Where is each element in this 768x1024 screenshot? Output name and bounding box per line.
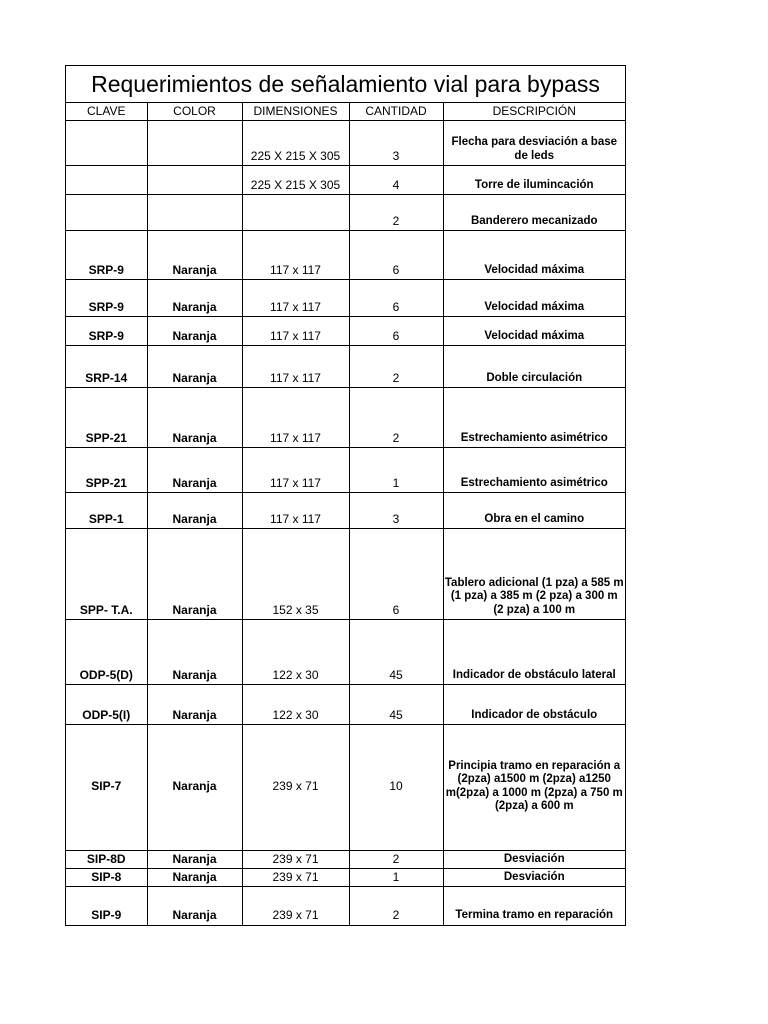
cell-clave bbox=[66, 166, 147, 195]
table-row bbox=[66, 620, 625, 685]
cell-clave bbox=[66, 195, 147, 231]
cell-descripcion: Torre de ilumincación bbox=[443, 166, 625, 195]
table-row bbox=[66, 346, 625, 388]
cell-dimensiones bbox=[242, 195, 349, 231]
cell-cantidad: 2 bbox=[349, 388, 443, 448]
cell-color: Naranja bbox=[147, 887, 242, 925]
cell-descripcion: Banderero mecanizado bbox=[443, 195, 625, 231]
cell-clave: SIP-8D bbox=[66, 851, 147, 869]
cell-dimensiones: 117 x 117 bbox=[242, 231, 349, 280]
cell-color: Naranja bbox=[147, 346, 242, 388]
cell-cantidad: 45 bbox=[349, 620, 443, 685]
cell-cantidad: 1 bbox=[349, 869, 443, 887]
table-row bbox=[66, 195, 625, 231]
cell-cantidad: 3 bbox=[349, 121, 443, 166]
cell-cantidad: 6 bbox=[349, 317, 443, 346]
cell-color: Naranja bbox=[147, 529, 242, 620]
cell-descripcion: Velocidad máxima bbox=[443, 280, 625, 317]
cell-dimensiones: 117 x 117 bbox=[242, 388, 349, 448]
table-row bbox=[66, 388, 625, 448]
cell-clave: SIP-9 bbox=[66, 887, 147, 925]
cell-color bbox=[147, 166, 242, 195]
table-row bbox=[66, 448, 625, 493]
cell-dimensiones: 122 x 30 bbox=[242, 620, 349, 685]
table-row bbox=[66, 317, 625, 346]
cell-clave: SRP-9 bbox=[66, 317, 147, 346]
cell-color: Naranja bbox=[147, 493, 242, 529]
cell-descripcion: Indicador de obstáculo bbox=[443, 685, 625, 725]
cell-dimensiones: 225 X 215 X 305 bbox=[242, 166, 349, 195]
table-row bbox=[66, 529, 625, 620]
cell-descripcion: Doble circulación bbox=[443, 346, 625, 388]
table-row bbox=[66, 685, 625, 725]
cell-clave: SPP-1 bbox=[66, 493, 147, 529]
cell-cantidad: 10 bbox=[349, 725, 443, 851]
table-row bbox=[66, 166, 625, 195]
cell-cantidad: 45 bbox=[349, 685, 443, 725]
cell-cantidad: 6 bbox=[349, 231, 443, 280]
cell-color: Naranja bbox=[147, 280, 242, 317]
cell-descripcion: Estrechamiento asimétrico bbox=[443, 448, 625, 493]
cell-descripcion: Flecha para desviación a base de leds bbox=[443, 121, 625, 166]
requirements-table bbox=[66, 103, 625, 925]
table-row bbox=[66, 493, 625, 529]
cell-cantidad: 6 bbox=[349, 280, 443, 317]
table-row bbox=[66, 869, 625, 887]
cell-descripcion: Tablero adicional (1 pza) a 585 m (1 pza) a 385 m (2 pza) a 300 m (2 pza) a 100 m bbox=[443, 529, 625, 620]
cell-color: Naranja bbox=[147, 448, 242, 493]
cell-clave: SIP-8 bbox=[66, 869, 147, 887]
header-clave: CLAVE bbox=[66, 103, 147, 121]
sheet-title: Requerimientos de señalamiento vial para bypass bbox=[66, 66, 625, 103]
cell-color: Naranja bbox=[147, 231, 242, 280]
table-row bbox=[66, 121, 625, 166]
cell-color: Naranja bbox=[147, 317, 242, 346]
cell-clave: SPP- T.A. bbox=[66, 529, 147, 620]
cell-color: Naranja bbox=[147, 869, 242, 887]
cell-descripcion: Desviación bbox=[443, 851, 625, 869]
cell-descripcion: Velocidad máxima bbox=[443, 231, 625, 280]
cell-dimensiones: 239 x 71 bbox=[242, 869, 349, 887]
cell-dimensiones: 239 x 71 bbox=[242, 851, 349, 869]
cell-color: Naranja bbox=[147, 725, 242, 851]
cell-color: Naranja bbox=[147, 620, 242, 685]
table-row bbox=[66, 887, 625, 925]
table-row bbox=[66, 231, 625, 280]
header-color: COLOR bbox=[147, 103, 242, 121]
cell-color: Naranja bbox=[147, 388, 242, 448]
cell-descripcion: Desviación bbox=[443, 869, 625, 887]
cell-color: Naranja bbox=[147, 851, 242, 869]
cell-dimensiones: 117 x 117 bbox=[242, 346, 349, 388]
table-row bbox=[66, 280, 625, 317]
cell-dimensiones: 225 X 215 X 305 bbox=[242, 121, 349, 166]
cell-descripcion: Termina tramo en reparación bbox=[443, 887, 625, 925]
cell-clave: SIP-7 bbox=[66, 725, 147, 851]
cell-cantidad: 2 bbox=[349, 346, 443, 388]
cell-clave: SPP-21 bbox=[66, 448, 147, 493]
cell-dimensiones: 152 x 35 bbox=[242, 529, 349, 620]
cell-clave bbox=[66, 121, 147, 166]
cell-cantidad: 4 bbox=[349, 166, 443, 195]
cell-dimensiones: 239 x 71 bbox=[242, 887, 349, 925]
cell-dimensiones: 117 x 117 bbox=[242, 280, 349, 317]
cell-dimensiones: 117 x 117 bbox=[242, 493, 349, 529]
cell-color: Naranja bbox=[147, 685, 242, 725]
cell-descripcion: Obra en el camino bbox=[443, 493, 625, 529]
cell-clave: ODP-5(D) bbox=[66, 620, 147, 685]
cell-clave: ODP-5(I) bbox=[66, 685, 147, 725]
header-row bbox=[66, 103, 625, 121]
cell-cantidad: 1 bbox=[349, 448, 443, 493]
cell-cantidad: 6 bbox=[349, 529, 443, 620]
cell-color bbox=[147, 195, 242, 231]
table-row bbox=[66, 851, 625, 869]
cell-cantidad: 3 bbox=[349, 493, 443, 529]
cell-descripcion: Estrechamiento asimétrico bbox=[443, 388, 625, 448]
cell-cantidad: 2 bbox=[349, 851, 443, 869]
cell-clave: SRP-9 bbox=[66, 231, 147, 280]
cell-cantidad: 2 bbox=[349, 195, 443, 231]
cell-descripcion: Velocidad máxima bbox=[443, 317, 625, 346]
cell-dimensiones: 122 x 30 bbox=[242, 685, 349, 725]
spreadsheet-table bbox=[65, 65, 626, 926]
cell-descripcion: Principia tramo en reparación a (2pza) a1500 m (2pza) a1250 m(2pza) a 1000 m (2pza) a 750 m (2pza) a 600 m bbox=[443, 725, 625, 851]
header-descripcion: DESCRIPCIÓN bbox=[443, 103, 625, 121]
cell-cantidad: 2 bbox=[349, 887, 443, 925]
header-dimensiones: DIMENSIONES bbox=[242, 103, 349, 121]
cell-clave: SRP-9 bbox=[66, 280, 147, 317]
table-row bbox=[66, 725, 625, 851]
cell-clave: SRP-14 bbox=[66, 346, 147, 388]
cell-color bbox=[147, 121, 242, 166]
cell-dimensiones: 117 x 117 bbox=[242, 317, 349, 346]
cell-dimensiones: 239 x 71 bbox=[242, 725, 349, 851]
header-cantidad: CANTIDAD bbox=[349, 103, 443, 121]
cell-clave: SPP-21 bbox=[66, 388, 147, 448]
cell-dimensiones: 117 x 117 bbox=[242, 448, 349, 493]
cell-descripcion: Indicador de obstáculo lateral bbox=[443, 620, 625, 685]
